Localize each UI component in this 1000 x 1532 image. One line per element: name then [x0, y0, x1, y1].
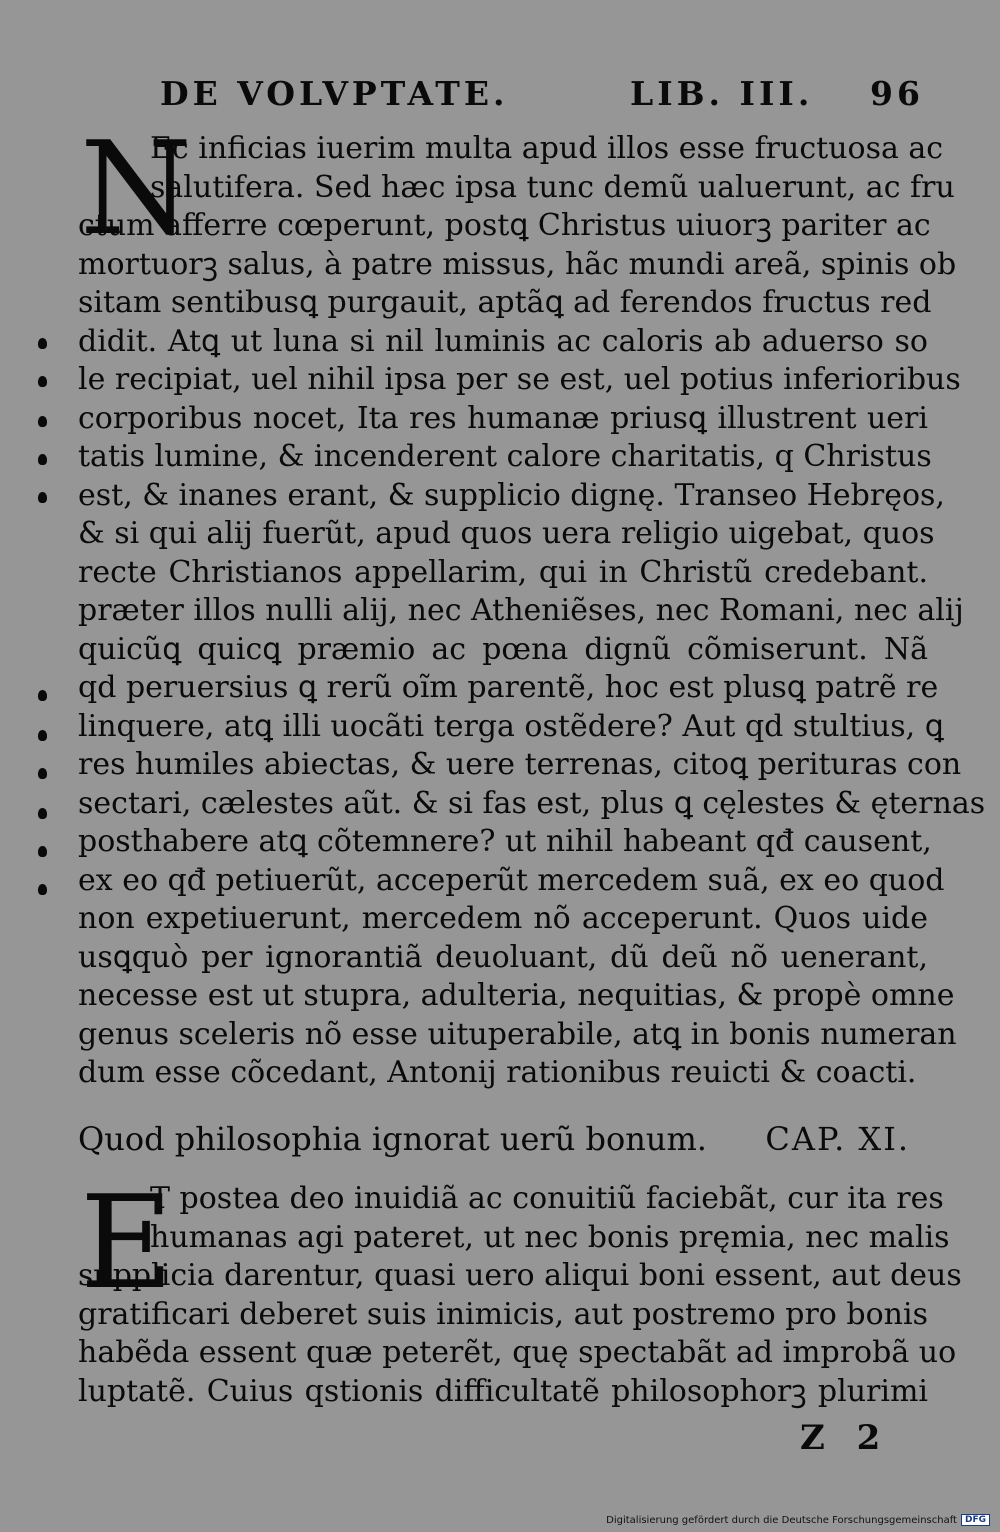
- text-line: recte Christianos appellarim, qui in Christũ credebant.: [78, 554, 928, 590]
- marginal-mark: [38, 846, 47, 857]
- text-line: sitam sentibusꝗ purgauit, aptãꝗ ad ferendos fructus red: [78, 285, 932, 320]
- text-line: ex eo qđ petiuerũt, acceperũt mercedem suã, ex eo quod: [78, 862, 945, 898]
- footer-text: Digitalisierung gefördert durch die Deutsche Forschungsgemeinschaft: [606, 1514, 957, 1526]
- text-line: dum esse cõcedant, Antonij rationibus reuicti & coacti.: [78, 1055, 917, 1090]
- text-line: est, & inanes erant, & supplicio dignę. Transeo Hebręos,: [78, 477, 945, 513]
- chapter-heading: [78, 1120, 928, 1158]
- text-line: tatis lumine, & incenderent calore charitatis, q Christus: [78, 439, 932, 474]
- page-number: 96: [870, 74, 924, 113]
- text-line: quicũꝗ quicꝗ præmio ac pœna dignũ cõmiserunt. Nã: [78, 631, 928, 667]
- marginal-mark: [38, 768, 47, 779]
- text-line: salutifera. Sed hæc ipsa tunc demũ ualuerunt, ac fru: [150, 169, 955, 205]
- text-line: qd peruersius ꝗ rerũ oĩm parentẽ, hoc est plusꝗ patrẽ re: [78, 670, 939, 705]
- text-line: genus sceleris nõ esse uituperabile, atꝗ in bonis numeran: [78, 1016, 957, 1052]
- text-line: le recipiat, uel nihil ipsa per se est, uel potius inferioribus: [78, 362, 961, 397]
- text-line: gratificari deberet suis inimicis, aut postremo pro bonis: [78, 1296, 928, 1332]
- chapter-number: CAP. XI.: [765, 1120, 910, 1158]
- dfg-logo-icon: DFG: [961, 1514, 990, 1526]
- text-line: humanas agi pateret, ut nec bonis pręmia, nec malis: [150, 1219, 950, 1255]
- paragraph-2: [78, 1169, 962, 1411]
- running-head-title: DE VOLVPTATE.: [160, 74, 509, 113]
- text-line: didit. Atꝗ ut luna si nil luminis ac caloris ab aduerso so: [78, 323, 928, 359]
- marginal-mark: [38, 454, 47, 465]
- text-line: res humiles abiectas, & uere terrenas, citoꝗ perituras con: [78, 747, 962, 782]
- running-head: [160, 74, 924, 124]
- text-line: non expetiuerunt, mercedem nõ acceperunt. Quos uide: [78, 901, 928, 936]
- marginal-mark: [38, 492, 47, 503]
- text-line: sectari, cælestes aũt. & si fas est, plus ꝗ cęlestes & ęternas: [78, 785, 986, 821]
- marginal-mark: [38, 338, 47, 349]
- marginal-mark: [38, 690, 47, 701]
- marginal-mark: [38, 376, 47, 387]
- text-line: supplicia darentur, quasi uero aliqui boni essent, aut deus: [78, 1258, 962, 1293]
- text-line: linquere, atꝗ illi uocãti terga ostẽdere? Aut qd stultius, ꝗ: [78, 708, 944, 744]
- text-line: mortuorꝫ salus, à patre missus, hãc mundi areã, spinis ob: [78, 246, 957, 282]
- text-line: usꝗquò per ignorantiã deuoluant, dũ deũ nõ uenerant,: [78, 939, 928, 975]
- text-line: præter illos nulli alij, nec Atheniẽses, nec Romani, nec alij: [78, 593, 964, 628]
- drop-capital-e: E: [80, 1169, 174, 1318]
- signature-mark: Z 2: [800, 1418, 891, 1458]
- running-head-book: LIB. III.: [630, 74, 814, 113]
- text-line: ctum afferre cœperunt, postꝗ Christus uiuorꝫ pariter ac: [78, 208, 931, 243]
- text-line: habẽda essent quæ peterẽt, quę spectabãt ad improbã uo: [78, 1335, 957, 1370]
- text-line: luptatẽ. Cuius qstionis difficultatẽ philosophorꝫ plurimi: [78, 1373, 928, 1409]
- text-line: T postea deo inuidiã ac conuitiũ faciebãt, cur ita res: [150, 1181, 944, 1216]
- drop-capital-n: N: [80, 115, 192, 264]
- chapter-heading-text: Quod philosophia ignorat uerũ bonum.: [78, 1120, 707, 1158]
- marginal-mark: [38, 416, 47, 427]
- marginal-mark: [38, 884, 47, 895]
- text-line: necesse est ut stupra, adulteria, nequitias, & propè omne: [78, 978, 955, 1013]
- marginal-mark: [38, 808, 47, 819]
- text-line: Ec inficias iuerim multa apud illos esse fructuosa ac: [150, 131, 944, 166]
- text-line: posthabere atꝗ cõtemnere? ut nihil habeant qđ causent,: [78, 824, 932, 859]
- digitization-footer: [606, 1514, 990, 1526]
- text-line: & si qui alij fuerũt, apud quos uera religio uigebat, quos: [78, 516, 935, 551]
- text-line: corporibus nocet, Ita res humanæ priusꝗ illustrent ueri: [78, 400, 928, 436]
- paragraph-1: [78, 130, 986, 1093]
- marginal-mark: [38, 730, 47, 741]
